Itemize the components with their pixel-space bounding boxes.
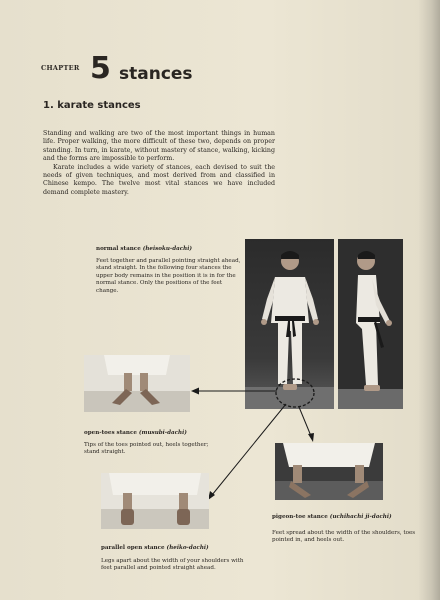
chapter-number: 5 (90, 51, 111, 86)
pigeon-toe-stance-title (272, 514, 392, 520)
normal-stance-description: Feet together and parallel pointing straight ahead, stand straight. In the following four stances the upper body remains in the position it is in for the normal stance. Only the positions of the feet change. (96, 258, 241, 294)
stance-name: pigeon-toe stance (272, 514, 328, 520)
intro-paragraph: Standing and walking are two of the most important things in human life. Proper walking, the more difficult of these two, depends on proper standing. In turn, in karate, without mastery of stance, walking, kicking and the forms are impossible to perform. (43, 130, 275, 163)
stance-japanese-name: (musubi-dachi) (138, 430, 187, 436)
intro-paragraph: Karate includes a wide variety of stances, each devised to suit the needs of given techniques, and most derived from and classified in Chinese kempo. The twelve most vital stances we have included demand complete mastery. (43, 163, 275, 196)
arrow-head-icon (191, 388, 199, 395)
stance-name: open-toes stance (84, 430, 137, 436)
stance-japanese-name: (heiko-dachi) (166, 545, 209, 551)
stance-japanese-name: (uchihachi ji-dachi) (329, 514, 392, 520)
parallel-open-stance-title (101, 545, 209, 551)
parallel-open-stance-description: Legs apart about the width of your shoulders with feet parallel and pointed straight ahead. (101, 558, 244, 572)
section-heading: 1. karate stances (43, 100, 141, 111)
open-toes-stance-photo (84, 355, 190, 412)
open-toes-stance-description: Tips of the toes pointed out, heels together; stand straight. (84, 442, 209, 456)
pigeon-toe-stance-photo (275, 443, 383, 500)
stance-name: parallel open stance (101, 545, 165, 551)
arrow-head-icon (308, 433, 314, 442)
stance-name: normal stance (96, 246, 141, 252)
parallel-open-stance-photo (101, 473, 209, 529)
pigeon-toe-stance-description: Feet spread about the width of the shoulders, toes pointed in, and heels out. (272, 530, 416, 544)
arrow-to-pigeon-toe (299, 407, 311, 436)
chapter-title: stances (119, 64, 193, 84)
stance-japanese-name: (heisoku-dachi) (142, 246, 193, 252)
feet-highlight-circle (276, 379, 314, 407)
open-toes-stance-title (84, 430, 187, 436)
chapter-label: CHAPTER (41, 64, 80, 72)
